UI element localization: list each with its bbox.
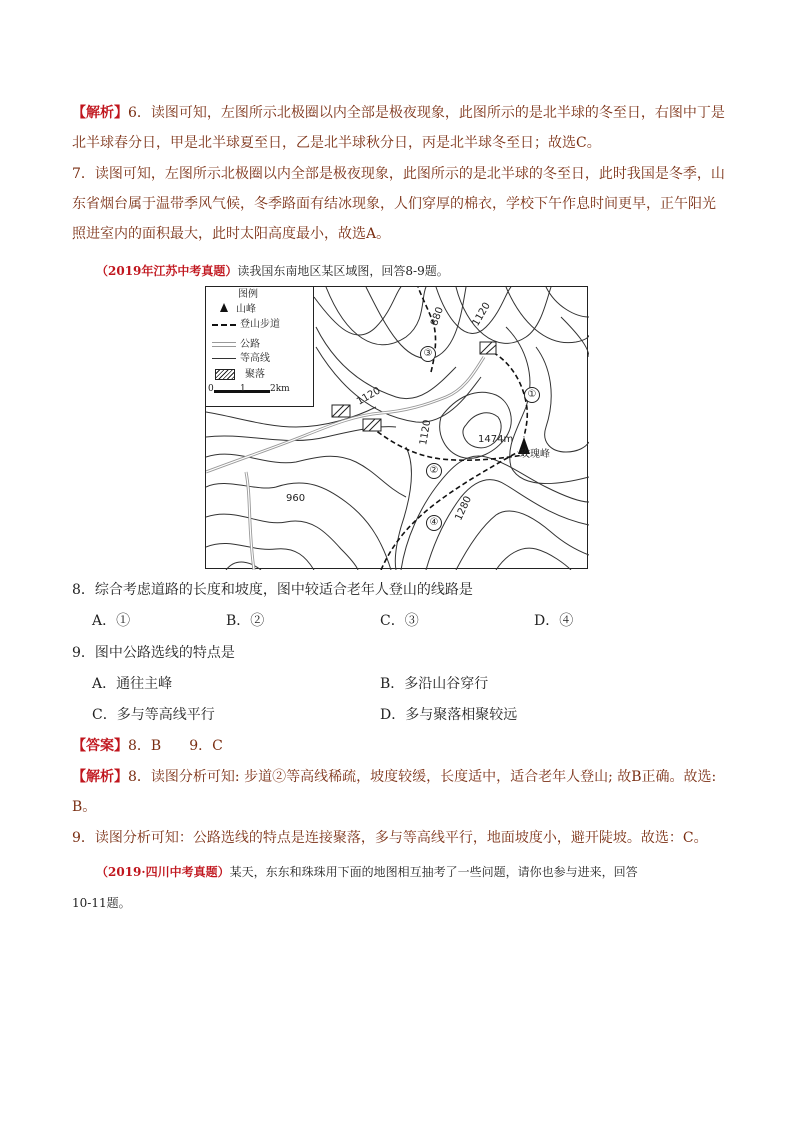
contour-label-1280: 1280 xyxy=(453,494,475,523)
source-line-2-cont: 10-11题。 xyxy=(72,896,131,910)
legend-title: 图例 xyxy=(238,289,258,300)
q7-line-2: 东省烟台属于温带季风气候，冬季路面有结冰现象，人们穿厚的棉衣，学校下午作息时间更早，正午阳光 xyxy=(72,196,716,212)
analysis-tag-2: 【解析】 xyxy=(72,769,128,785)
contour-label-880: 880 xyxy=(429,305,446,328)
analysis-8-line-1: 【解析】8．读图分析可知: 步道②等高线稀疏，坡度较缓，长度适中，适合老年人登山; 故B正确。故选: xyxy=(72,769,717,785)
trails xyxy=(371,287,527,570)
route-2-marker: ② xyxy=(426,463,442,479)
legend-contour: 等高线 xyxy=(212,353,270,365)
terrain-map xyxy=(205,286,588,569)
legend-road: 公路 xyxy=(212,339,260,351)
contour-label-1120-low: 1120 xyxy=(418,419,434,446)
contour-label-1120-mid: 1120 xyxy=(354,385,383,408)
map-legend: 图例 山峰 登山步道 公路 等高线 聚落 0 1 2km xyxy=(206,287,314,407)
legend-peak: 山峰 xyxy=(212,303,256,316)
q8-option-b: B．② xyxy=(226,613,265,629)
source-line-1: （2019年江苏中考真题）读我国东南地区某区域图，回答8-9题。 xyxy=(96,264,449,278)
answer-line: 【答案】8．B 9．C xyxy=(72,738,223,754)
route-1-marker: ① xyxy=(524,387,540,403)
q9-option-c: C．多与等高线平行 xyxy=(92,707,215,723)
analysis-6-line-1: 【解析】6．读图可知，左图所示北极圈以内全部是极夜现象，此图所示的是北半球的冬至日，右图中丁是 xyxy=(72,105,725,121)
q8-option-d: D．④ xyxy=(534,613,574,629)
route-4-marker: ④ xyxy=(426,515,442,531)
legend-settlement: 聚落 xyxy=(212,369,265,381)
q7-line-3: 照进室内的面积最大，此时太阳高度最小，故选A。 xyxy=(72,226,391,242)
q8-option-a: A．① xyxy=(92,613,131,629)
q9-stem: 9．图中公路选线的特点是 xyxy=(72,645,235,661)
contour-legend-icon xyxy=(212,358,236,359)
analysis-9-line: 9．读图分析可知：公路选线的特点是连接聚落，多与等高线平行，地面坡度小，避开陡坡。故选：C。 xyxy=(72,830,708,846)
peak-height-label: 1474m xyxy=(478,434,514,445)
settlement-legend-icon xyxy=(215,369,235,380)
q9-option-d: D．多与聚落相聚较远 xyxy=(380,707,518,723)
peak-legend-icon xyxy=(220,303,228,312)
answer-tag: 【答案】 xyxy=(72,738,128,754)
contour-label-960: 960 xyxy=(286,493,306,504)
q9-option-a: A．通往主峰 xyxy=(92,676,173,692)
analysis-8-line-2: B。 xyxy=(72,799,97,815)
contour-label-1120-top: 1120 xyxy=(470,300,493,329)
q8-option-c: C．③ xyxy=(380,613,419,629)
q7-line-1: 7．读图可知，左图所示北极圈以内全部是极夜现象，此图所示的是北半球的冬至日，此时我国是冬季，山 xyxy=(72,166,725,182)
legend-trail: 登山步道 xyxy=(212,319,280,331)
road-legend-icon xyxy=(212,342,236,347)
route-3-marker: ③ xyxy=(420,346,436,362)
q9-option-b: B．多沿山谷穿行 xyxy=(380,676,489,692)
peak-name-label: 玫瑰峰 xyxy=(520,449,550,460)
source-line-2: （2019·四川中考真题）某天，东东和珠珠用下面的地图相互抽考了一些问题，请你也参与进来，回答 xyxy=(96,865,638,879)
trail-legend-icon xyxy=(212,324,236,326)
analysis-6-line-2: 北半球春分日，甲是北半球夏至日，乙是北半球秋分日，丙是北半球冬至日；故选C。 xyxy=(72,135,601,151)
analysis-tag: 【解析】 xyxy=(72,105,128,121)
q8-stem: 8．综合考虑道路的长度和坡度，图中较适合老年人登山的线路是 xyxy=(72,582,473,598)
